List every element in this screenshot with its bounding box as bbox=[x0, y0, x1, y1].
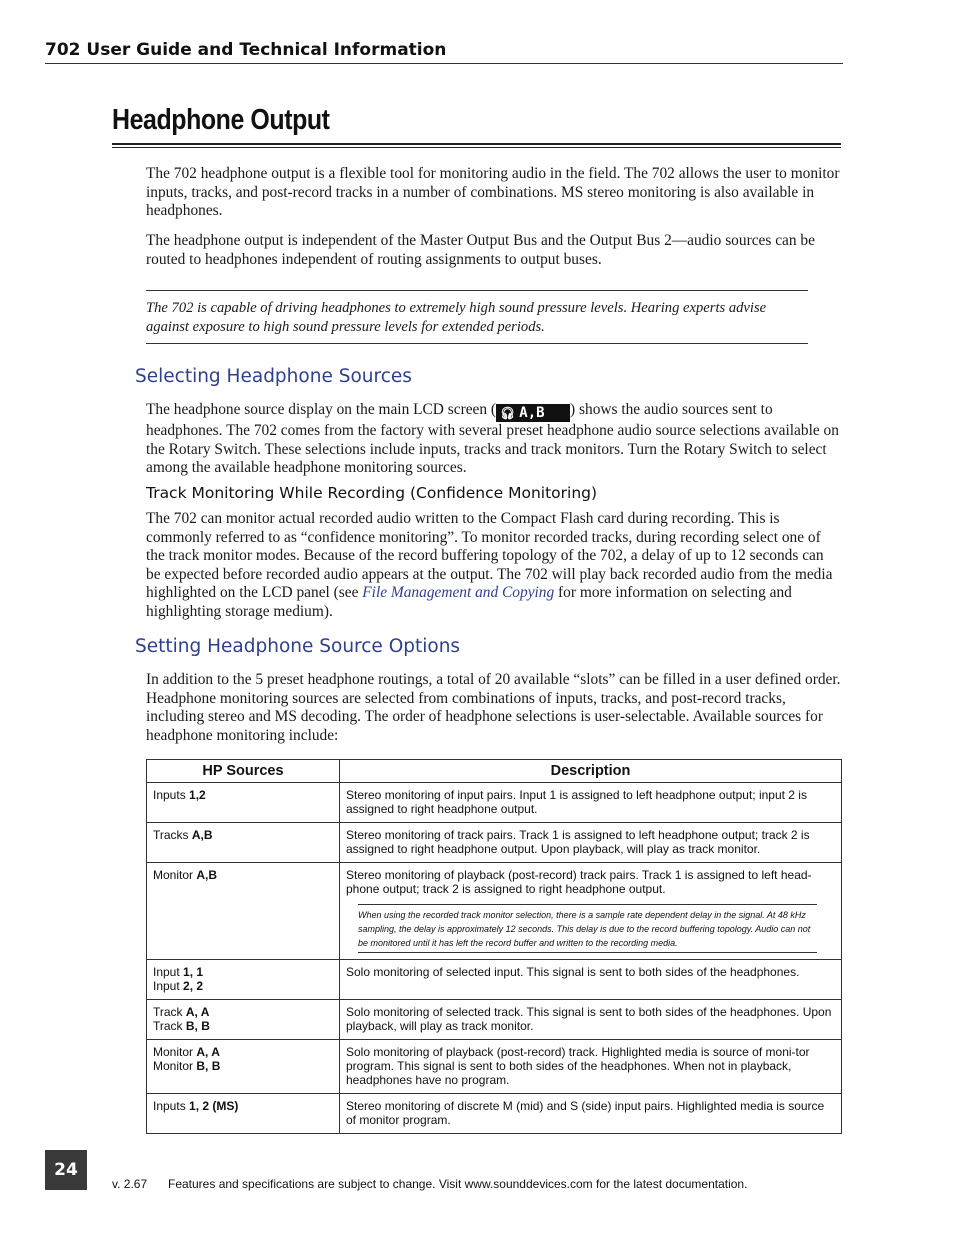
source-cell bbox=[147, 960, 340, 1000]
header-description: Description bbox=[340, 760, 842, 783]
table-row bbox=[147, 1040, 842, 1094]
table-row bbox=[147, 1094, 842, 1134]
source-line bbox=[153, 979, 333, 993]
running-head: 702 User Guide and Technical Information bbox=[45, 40, 843, 64]
source-value: A, A bbox=[196, 1045, 220, 1059]
source-value: 1, 2 (MS) bbox=[189, 1099, 239, 1113]
selecting-text-start: The headphone source display on the main LCD screen ( bbox=[146, 401, 497, 418]
table-row bbox=[147, 960, 842, 1000]
source-label: Track bbox=[153, 1005, 186, 1019]
file-management-link[interactable]: File Management and Copying bbox=[362, 584, 555, 602]
description-cell: Stereo monitoring of track pairs. Track 1 is assigned to left headphone output; track 2 is assigned to right headphone output. Upon playback, will play as track monitor. bbox=[340, 823, 842, 863]
lcd-source-text: A,B bbox=[519, 405, 545, 421]
description-text: Stereo monitoring of playback (post-record) track pairs. Track 1 is assigned to left head-phone output; track 2 is assigned to right headphone output. bbox=[346, 868, 812, 896]
source-cell bbox=[147, 863, 340, 960]
table-row bbox=[147, 823, 842, 863]
source-value: A,B bbox=[196, 868, 218, 882]
source-cell bbox=[147, 1000, 340, 1040]
table-row bbox=[147, 863, 842, 960]
source-cell bbox=[147, 1040, 340, 1094]
source-label: Input bbox=[153, 965, 184, 979]
source-line bbox=[153, 1045, 333, 1059]
source-line bbox=[153, 1019, 333, 1033]
footer-text: Features and specifications are subject to change. Visit www.sounddevices.com for the latest documentation. bbox=[168, 1177, 748, 1191]
source-value: B, B bbox=[185, 1019, 210, 1033]
footer bbox=[112, 1177, 747, 1191]
description-cell: Stereo monitoring of discrete M (mid) and S (side) input pairs. Highlighted media is source of monitor program. bbox=[340, 1094, 842, 1134]
table-header-row bbox=[147, 760, 842, 783]
table-row bbox=[147, 1000, 842, 1040]
source-value: A,B bbox=[191, 828, 213, 842]
version-label: v. 2.67 bbox=[112, 1177, 148, 1191]
source-value: A, A bbox=[185, 1005, 210, 1019]
description-cell: Solo monitoring of selected track. This signal is sent to both sides of the headphones. Upon playback, will play as track monitor. bbox=[340, 1000, 842, 1040]
source-line bbox=[153, 1005, 333, 1019]
selecting-text-end: ) shows the audio sources sent to headphones. The 702 comes from the factory with several preset headphone audio source selections available on the Rotary Switch. These selections include inputs, tracks and track monitors. Turn the Rotary Switch to select among the available headphone monitoring sources. bbox=[146, 401, 839, 477]
source-line bbox=[153, 828, 333, 842]
options-paragraph: In addition to the 5 preset headphone routings, a total of 20 available “slots” can be filled in a user defined order. Headphone monitoring sources are selected from combinations of inputs, tracks, and post-record tracks, including stereo and MS decoding. The order of headphone selections is user-selectable. Available sources for headphone monitoring include: bbox=[146, 671, 841, 744]
description-cell bbox=[340, 863, 842, 960]
intro-paragraph-2: The headphone output is independent of the Master Output Bus and the Output Bus 2—audio sources can be routed to headphones independent of routing assignments to output buses. bbox=[146, 232, 815, 268]
source-label: Tracks bbox=[153, 828, 192, 842]
source-label: Track bbox=[153, 1019, 186, 1033]
lcd-headphone-display bbox=[496, 404, 570, 422]
source-label: Inputs bbox=[153, 1099, 190, 1113]
table-row bbox=[147, 783, 842, 823]
selecting-paragraph bbox=[146, 401, 841, 478]
source-value: B, B bbox=[196, 1059, 221, 1073]
confidence-text-start: The 702 can monitor actual recorded audio written to the Compact Flash card during recording. This is commonly referred to as “confidence monitoring”. To monitor recorded tracks, during recording select one of the track monitor modes. Because of the record buffering topology of the 702, a delay of up to 12 seconds can be expected before recorded audio appears at the output. The 702 will play back recorded audio from the media highlighted on the LCD panel (see bbox=[146, 510, 833, 602]
description-cell: Solo monitoring of playback (post-record) track. Highlighted media is source of moni-tor program. This signal is sent to both sides of the headphones. When not in playback, headphones have no program. bbox=[340, 1040, 842, 1094]
source-cell bbox=[147, 1094, 340, 1134]
source-line bbox=[153, 1059, 333, 1073]
hearing-warning-note: The 702 is capable of driving headphones to extremely high sound pressure levels. Hearing experts advise against exposure to high sound pressure levels for extended periods. bbox=[146, 290, 808, 344]
source-line bbox=[153, 965, 333, 979]
hp-sources-table bbox=[146, 759, 842, 1134]
delay-note: When using the recorded track monitor selection, there is a sample rate dependent delay in the signal. At 48 kHz sampling, the delay is approximately 12 seconds. This delay is due to the record buffering topology. Audio can not be monitored until it has left the record buffer and written to the recording media. bbox=[358, 904, 817, 953]
source-cell bbox=[147, 783, 340, 823]
page-number: 24 bbox=[45, 1150, 87, 1190]
source-label: Monitor bbox=[153, 868, 197, 882]
section-heading-selecting: Selecting Headphone Sources bbox=[135, 366, 412, 387]
intro-paragraph-1: The 702 headphone output is a flexible tool for monitoring audio in the field. The 702 allows the user to monitor inputs, tracks, and post-record tracks in a number of combinations. MS stereo monitoring is also available in headphones. bbox=[146, 165, 840, 220]
header-hp-sources: HP Sources bbox=[147, 760, 340, 783]
source-value: 1, 1 bbox=[183, 965, 204, 979]
headphone-icon: 🎧︎ bbox=[500, 406, 516, 420]
source-cell bbox=[147, 823, 340, 863]
source-label: Monitor bbox=[153, 1059, 197, 1073]
source-label: Monitor bbox=[153, 1045, 197, 1059]
source-line bbox=[153, 868, 333, 882]
confidence-text-end: for more information on selecting and highlighting storage medium). bbox=[146, 584, 792, 620]
source-label: Input bbox=[153, 979, 184, 993]
source-value: 1,2 bbox=[189, 788, 206, 802]
source-line bbox=[153, 1099, 333, 1113]
source-label: Inputs bbox=[153, 788, 190, 802]
source-value: 2, 2 bbox=[183, 979, 204, 993]
confidence-paragraph bbox=[146, 510, 841, 622]
title-rule bbox=[112, 143, 841, 148]
section-heading-options: Setting Headphone Source Options bbox=[135, 636, 461, 657]
page-title: Headphone Output bbox=[112, 104, 330, 136]
subheading-confidence-monitoring: Track Monitoring While Recording (Confidence Monitoring) bbox=[146, 484, 598, 502]
source-line bbox=[153, 788, 333, 802]
description-cell: Stereo monitoring of input pairs. Input 1 is assigned to left headphone output; input 2 is assigned to right headphone output. bbox=[340, 783, 842, 823]
description-cell: Solo monitoring of selected input. This signal is sent to both sides of the headphones. bbox=[340, 960, 842, 1000]
